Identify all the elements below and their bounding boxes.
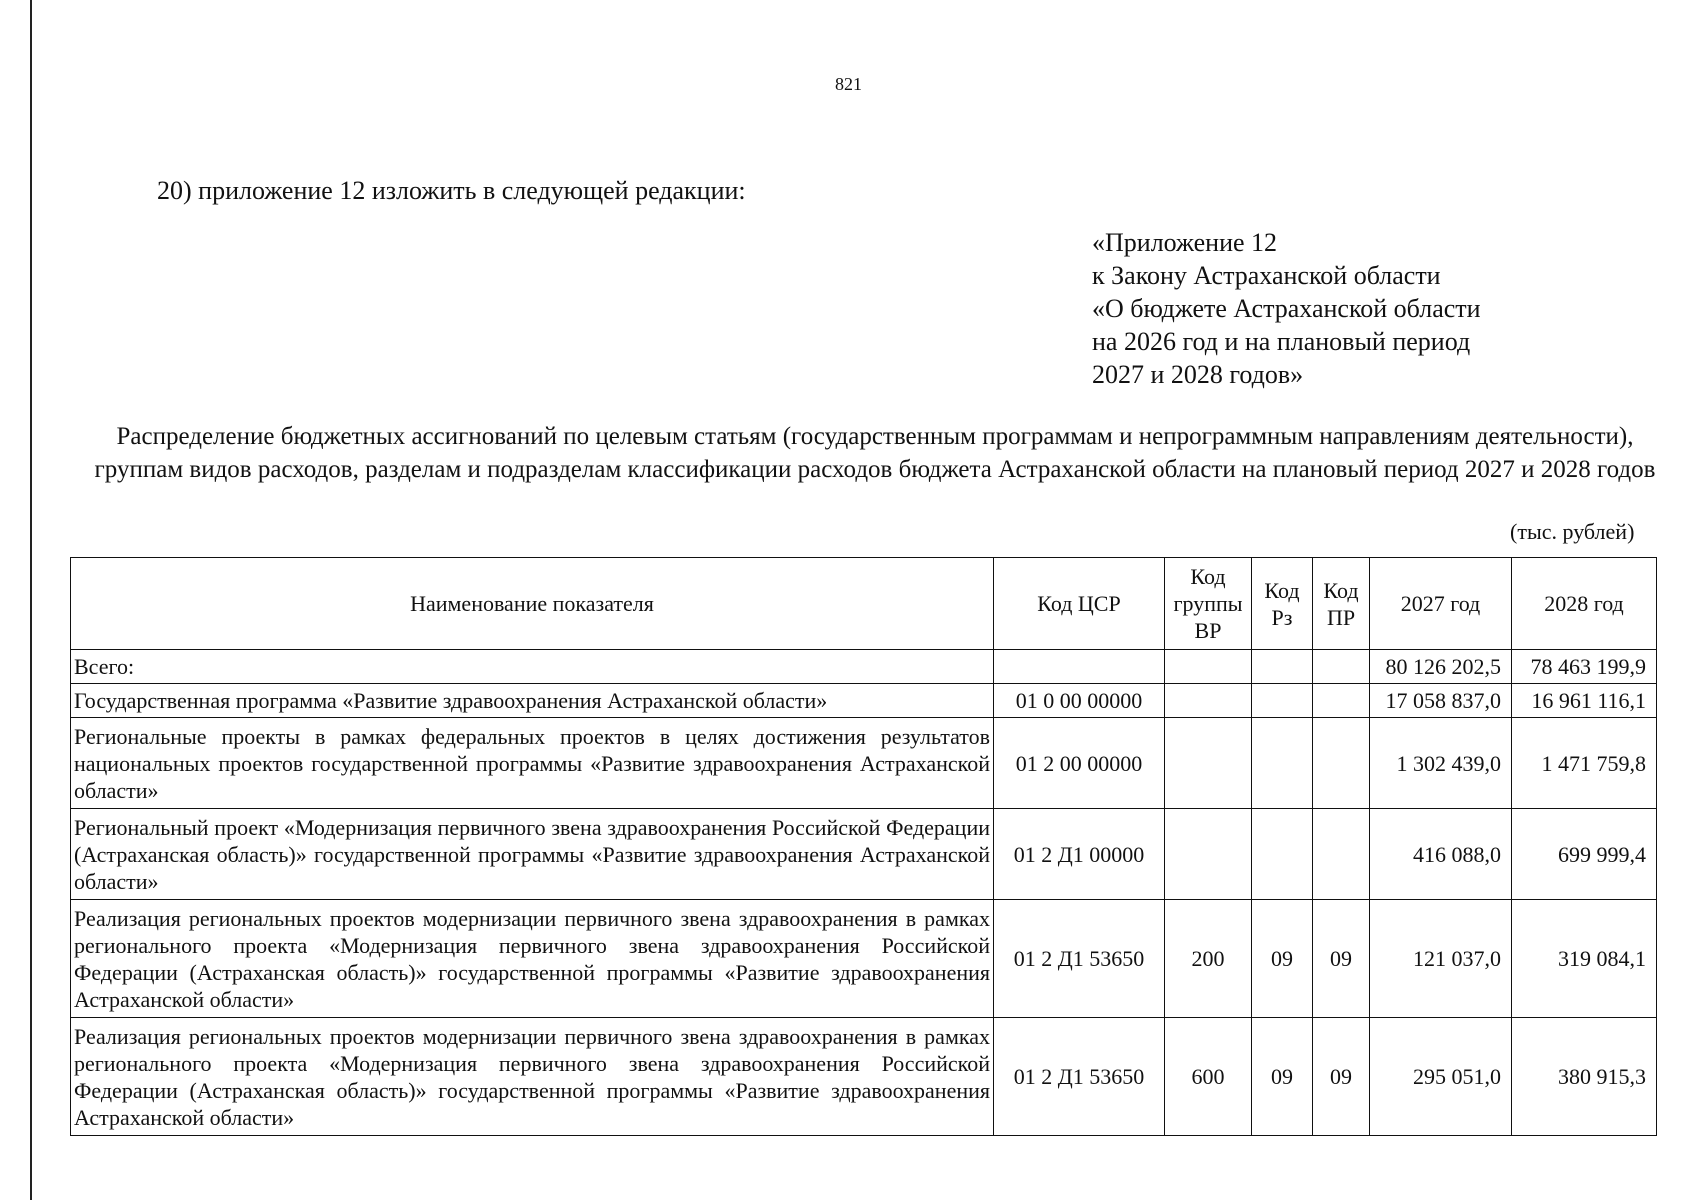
cell-csr: 01 2 00 00000 xyxy=(994,718,1165,809)
header-2028: 2028 год xyxy=(1512,558,1657,650)
cell-2027: 17 058 837,0 xyxy=(1370,684,1512,718)
table-row xyxy=(71,809,1657,900)
appendix-line: «О бюджете Астраханской области xyxy=(1092,294,1481,323)
page-number: 821 xyxy=(835,74,862,94)
cell-rz: 09 xyxy=(1252,900,1313,1018)
table-row xyxy=(71,1018,1657,1136)
cell-2028: 319 084,1 xyxy=(1512,900,1657,1018)
appendix-line: на 2026 год и на плановый период xyxy=(1092,327,1471,356)
header-vr: Код группы ВР xyxy=(1165,558,1252,650)
cell-name: Региональные проекты в рамках федеральных проектов в целях достижения результатов национальных проектов государственной программы «Развитие здравоохранения Астраханской области» xyxy=(71,718,994,809)
cell-pr: 09 xyxy=(1313,900,1370,1018)
header-pr: Код ПР xyxy=(1313,558,1370,650)
header-rz: Код Рз xyxy=(1252,558,1313,650)
cell-pr: 09 xyxy=(1313,1018,1370,1136)
cell-rz: 09 xyxy=(1252,1018,1313,1136)
cell-2028: 1 471 759,8 xyxy=(1512,718,1657,809)
appendix-line: к Закону Астраханской области xyxy=(1092,261,1441,290)
budget-table xyxy=(70,557,1657,1136)
cell-rz xyxy=(1252,809,1313,900)
cell-vr xyxy=(1165,809,1252,900)
table-header-row xyxy=(71,558,1657,650)
header-csr: Код ЦСР xyxy=(994,558,1165,650)
cell-2027: 416 088,0 xyxy=(1370,809,1512,900)
cell-2028: 78 463 199,9 xyxy=(1512,650,1657,684)
appendix-line: 2027 и 2028 годов» xyxy=(1092,360,1304,389)
cell-vr xyxy=(1165,684,1252,718)
cell-vr: 600 xyxy=(1165,1018,1252,1136)
cell-rz xyxy=(1252,650,1313,684)
cell-pr xyxy=(1313,650,1370,684)
left-margin-line xyxy=(30,0,32,1200)
intro-text: 20) приложение 12 изложить в следующей редакции: xyxy=(157,176,746,205)
cell-pr xyxy=(1313,809,1370,900)
cell-csr: 01 2 Д1 00000 xyxy=(994,809,1165,900)
cell-name: Региональный проект «Модернизация первичного звена здравоохранения Российской Федерации (Астраханская область)» государственной программы «Развитие здравоохранения Астраханской области» xyxy=(71,809,994,900)
table-row xyxy=(71,684,1657,718)
cell-csr: 01 0 00 00000 xyxy=(994,684,1165,718)
cell-2027: 295 051,0 xyxy=(1370,1018,1512,1136)
cell-rz xyxy=(1252,684,1313,718)
cell-vr xyxy=(1165,718,1252,809)
table-row xyxy=(71,900,1657,1018)
cell-2027: 121 037,0 xyxy=(1370,900,1512,1018)
cell-2028: 699 999,4 xyxy=(1512,809,1657,900)
cell-pr xyxy=(1313,718,1370,809)
cell-name: Всего: xyxy=(71,650,994,684)
table-row xyxy=(71,718,1657,809)
cell-name: Реализация региональных проектов модернизации первичного звена здравоохранения в рамках регионального проекта «Модернизация первичного звена здравоохранения Российской Федерации (Астраханская область)» государственной программы «Развитие здравоохранения Астраханской области» xyxy=(71,1018,994,1136)
cell-2027: 80 126 202,5 xyxy=(1370,650,1512,684)
cell-vr xyxy=(1165,650,1252,684)
document-heading: Распределение бюджетных ассигнований по целевым статьям (государственным программам и непрограммным направлениям деятельности), группам видов расходов, разделам и подразделам классификации расходов бюджета Астраханской области на плановый период 2027 и 2028 годов xyxy=(94,423,1656,483)
cell-vr: 200 xyxy=(1165,900,1252,1018)
cell-2028: 380 915,3 xyxy=(1512,1018,1657,1136)
cell-name: Реализация региональных проектов модернизации первичного звена здравоохранения в рамках регионального проекта «Модернизация первичного звена здравоохранения Российской Федерации (Астраханская область)» государственной программы «Развитие здравоохранения Астраханской области» xyxy=(71,900,994,1018)
cell-pr xyxy=(1313,684,1370,718)
cell-rz xyxy=(1252,718,1313,809)
header-2027: 2027 год xyxy=(1370,558,1512,650)
table-row xyxy=(71,650,1657,684)
cell-2028: 16 961 116,1 xyxy=(1512,684,1657,718)
appendix-reference xyxy=(1092,226,1481,391)
cell-csr: 01 2 Д1 53650 xyxy=(994,900,1165,1018)
cell-2027: 1 302 439,0 xyxy=(1370,718,1512,809)
cell-name: Государственная программа «Развитие здравоохранения Астраханской области» xyxy=(71,684,994,718)
appendix-line: «Приложение 12 xyxy=(1092,228,1278,257)
cell-csr: 01 2 Д1 53650 xyxy=(994,1018,1165,1136)
units-label: (тыс. рублей) xyxy=(1510,519,1635,544)
header-name: Наименование показателя xyxy=(71,558,994,650)
cell-csr xyxy=(994,650,1165,684)
